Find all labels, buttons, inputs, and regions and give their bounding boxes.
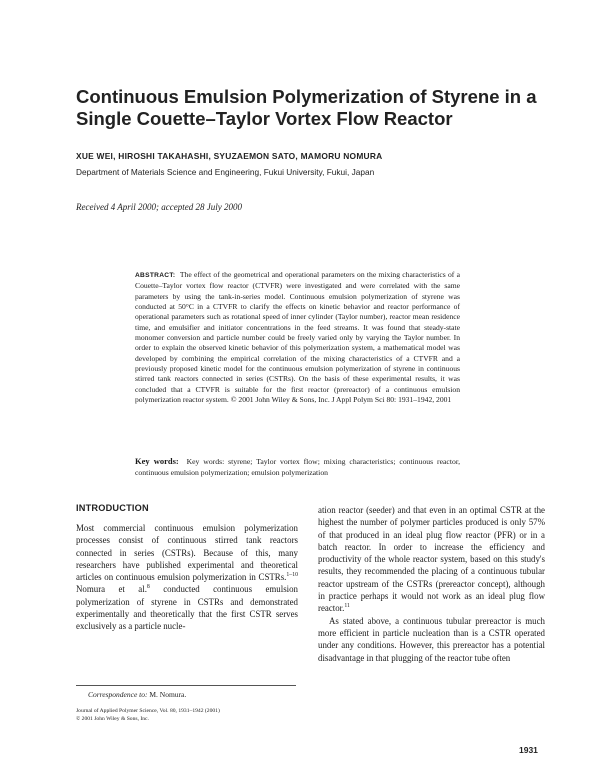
paragraph-text: Nomura et al. bbox=[76, 584, 147, 595]
citation: 11 bbox=[344, 602, 350, 609]
keywords-text: Key words: styrene; Taylor vortex flow; mixing characteristics; continuous reactor, continuous emulsion polymerization; emulsion polymerization bbox=[135, 457, 460, 477]
body-column-left bbox=[76, 522, 298, 633]
body-column-right bbox=[318, 504, 545, 664]
paragraph: As stated above, a continuous tubular prereactor is much more efficient in particle nucleation than is a CSTR operated under any conditions. However, this prereactor has a potential disadvantage in that plugging of the reactor tube often bbox=[318, 615, 545, 663]
citation: 1–10 bbox=[286, 571, 298, 578]
keywords-label: Key words: bbox=[135, 456, 179, 466]
section-heading-introduction: INTRODUCTION bbox=[76, 503, 149, 513]
author-list: XUE WEI, HIROSHI TAKAHASHI, SYUZAEMON SATO, MAMORU NOMURA bbox=[76, 151, 383, 161]
abstract-text: The effect of the geometrical and operational parameters on the mixing characteristics of a Couette–Taylor vortex flow reactor (CTVFR) were investigated and were correlated with the same parameters by using the tank-in-series model. Continuous emulsion polymerization of styrene was conducted at 50°C in a CTVFR to clarify the effects on kinetic behavior and reactor performance of operational parameters such as rotational speed of inner cylinder (Taylor number), reactor mean residence time, and emulsifier and initiator concentrations in the feed streams. It was found that steady-state monomer conversion and particle number could be freely varied only by varying the Taylor number. In order to explain the observed kinetic behavior of this polymerization system, a mathematical model was developed by combining the empirical correlation of the mixing characteristics of a CTVFR and a previously proposed kinetic model for the continuous emulsion polymerization of styrene in continuous stirred tank reactors connected in series (CSTRs). On the basis of these experimental results, it was concluded that a CTVFR is suitable for the first reactor (prereactor) of a continuous emulsion polymerization reactor system. © 2001 John Wiley & Sons, Inc. J Appl Polym Sci 80: 1931–1942, 2001 bbox=[135, 270, 460, 405]
abstract-label: ABSTRACT: bbox=[135, 272, 176, 279]
paragraph-text: conducted continuous emulsion polymerization of styrene in CSTRs and demonstrated experimentally and theoretically that the first CSTR serves exclusively as a particle nucle- bbox=[76, 584, 298, 632]
citation: 8 bbox=[146, 584, 150, 591]
paragraph bbox=[76, 522, 298, 633]
correspondence-note bbox=[88, 690, 186, 699]
abstract bbox=[135, 270, 460, 405]
footnote-rule bbox=[76, 685, 296, 686]
correspondence-name: M. Nomura. bbox=[147, 690, 187, 699]
keywords bbox=[135, 456, 460, 478]
journal-info bbox=[76, 707, 220, 723]
paragraph bbox=[318, 504, 545, 615]
correspondence-label: Correspondence to: bbox=[88, 690, 148, 699]
paragraph-text: Most commercial continuous emulsion polymerization processes consist of continuous stirred tank reactors connected in series (CSTRs). Because of this, many researchers have published experimental and theoretical articles on continuous emulsion polymerization in CSTRs. bbox=[76, 523, 298, 583]
affiliation: Department of Materials Science and Engineering, Fukui University, Fukui, Japan bbox=[76, 167, 375, 177]
journal-citation: Journal of Applied Polymer Science, Vol. 80, 1931–1942 (2001) bbox=[76, 708, 220, 714]
page-number: 1931 bbox=[519, 745, 538, 755]
received-dates: Received 4 April 2000; accepted 28 July 2000 bbox=[76, 202, 243, 212]
article-title: Continuous Emulsion Polymerization of Styrene in a Single Couette–Taylor Vortex Flow Reactor bbox=[76, 86, 537, 129]
paragraph-text: ation reactor (seeder) and that even in an optimal CSTR at the highest the number of polymer particles produced is only 57% of that produced in an ideal plug flow reactor (PFR) or in a batch reactor. In order to increase the efficiency and productivity of the whole reactor system, based on this study's results, they recommended the placing of a continuous tubular reactor upstream of the CSTRs (prereactor concept), although in practice perhaps it would not work as an ideal plug flow reactor. bbox=[318, 505, 545, 614]
copyright: © 2001 John Wiley & Sons, Inc. bbox=[76, 716, 149, 723]
